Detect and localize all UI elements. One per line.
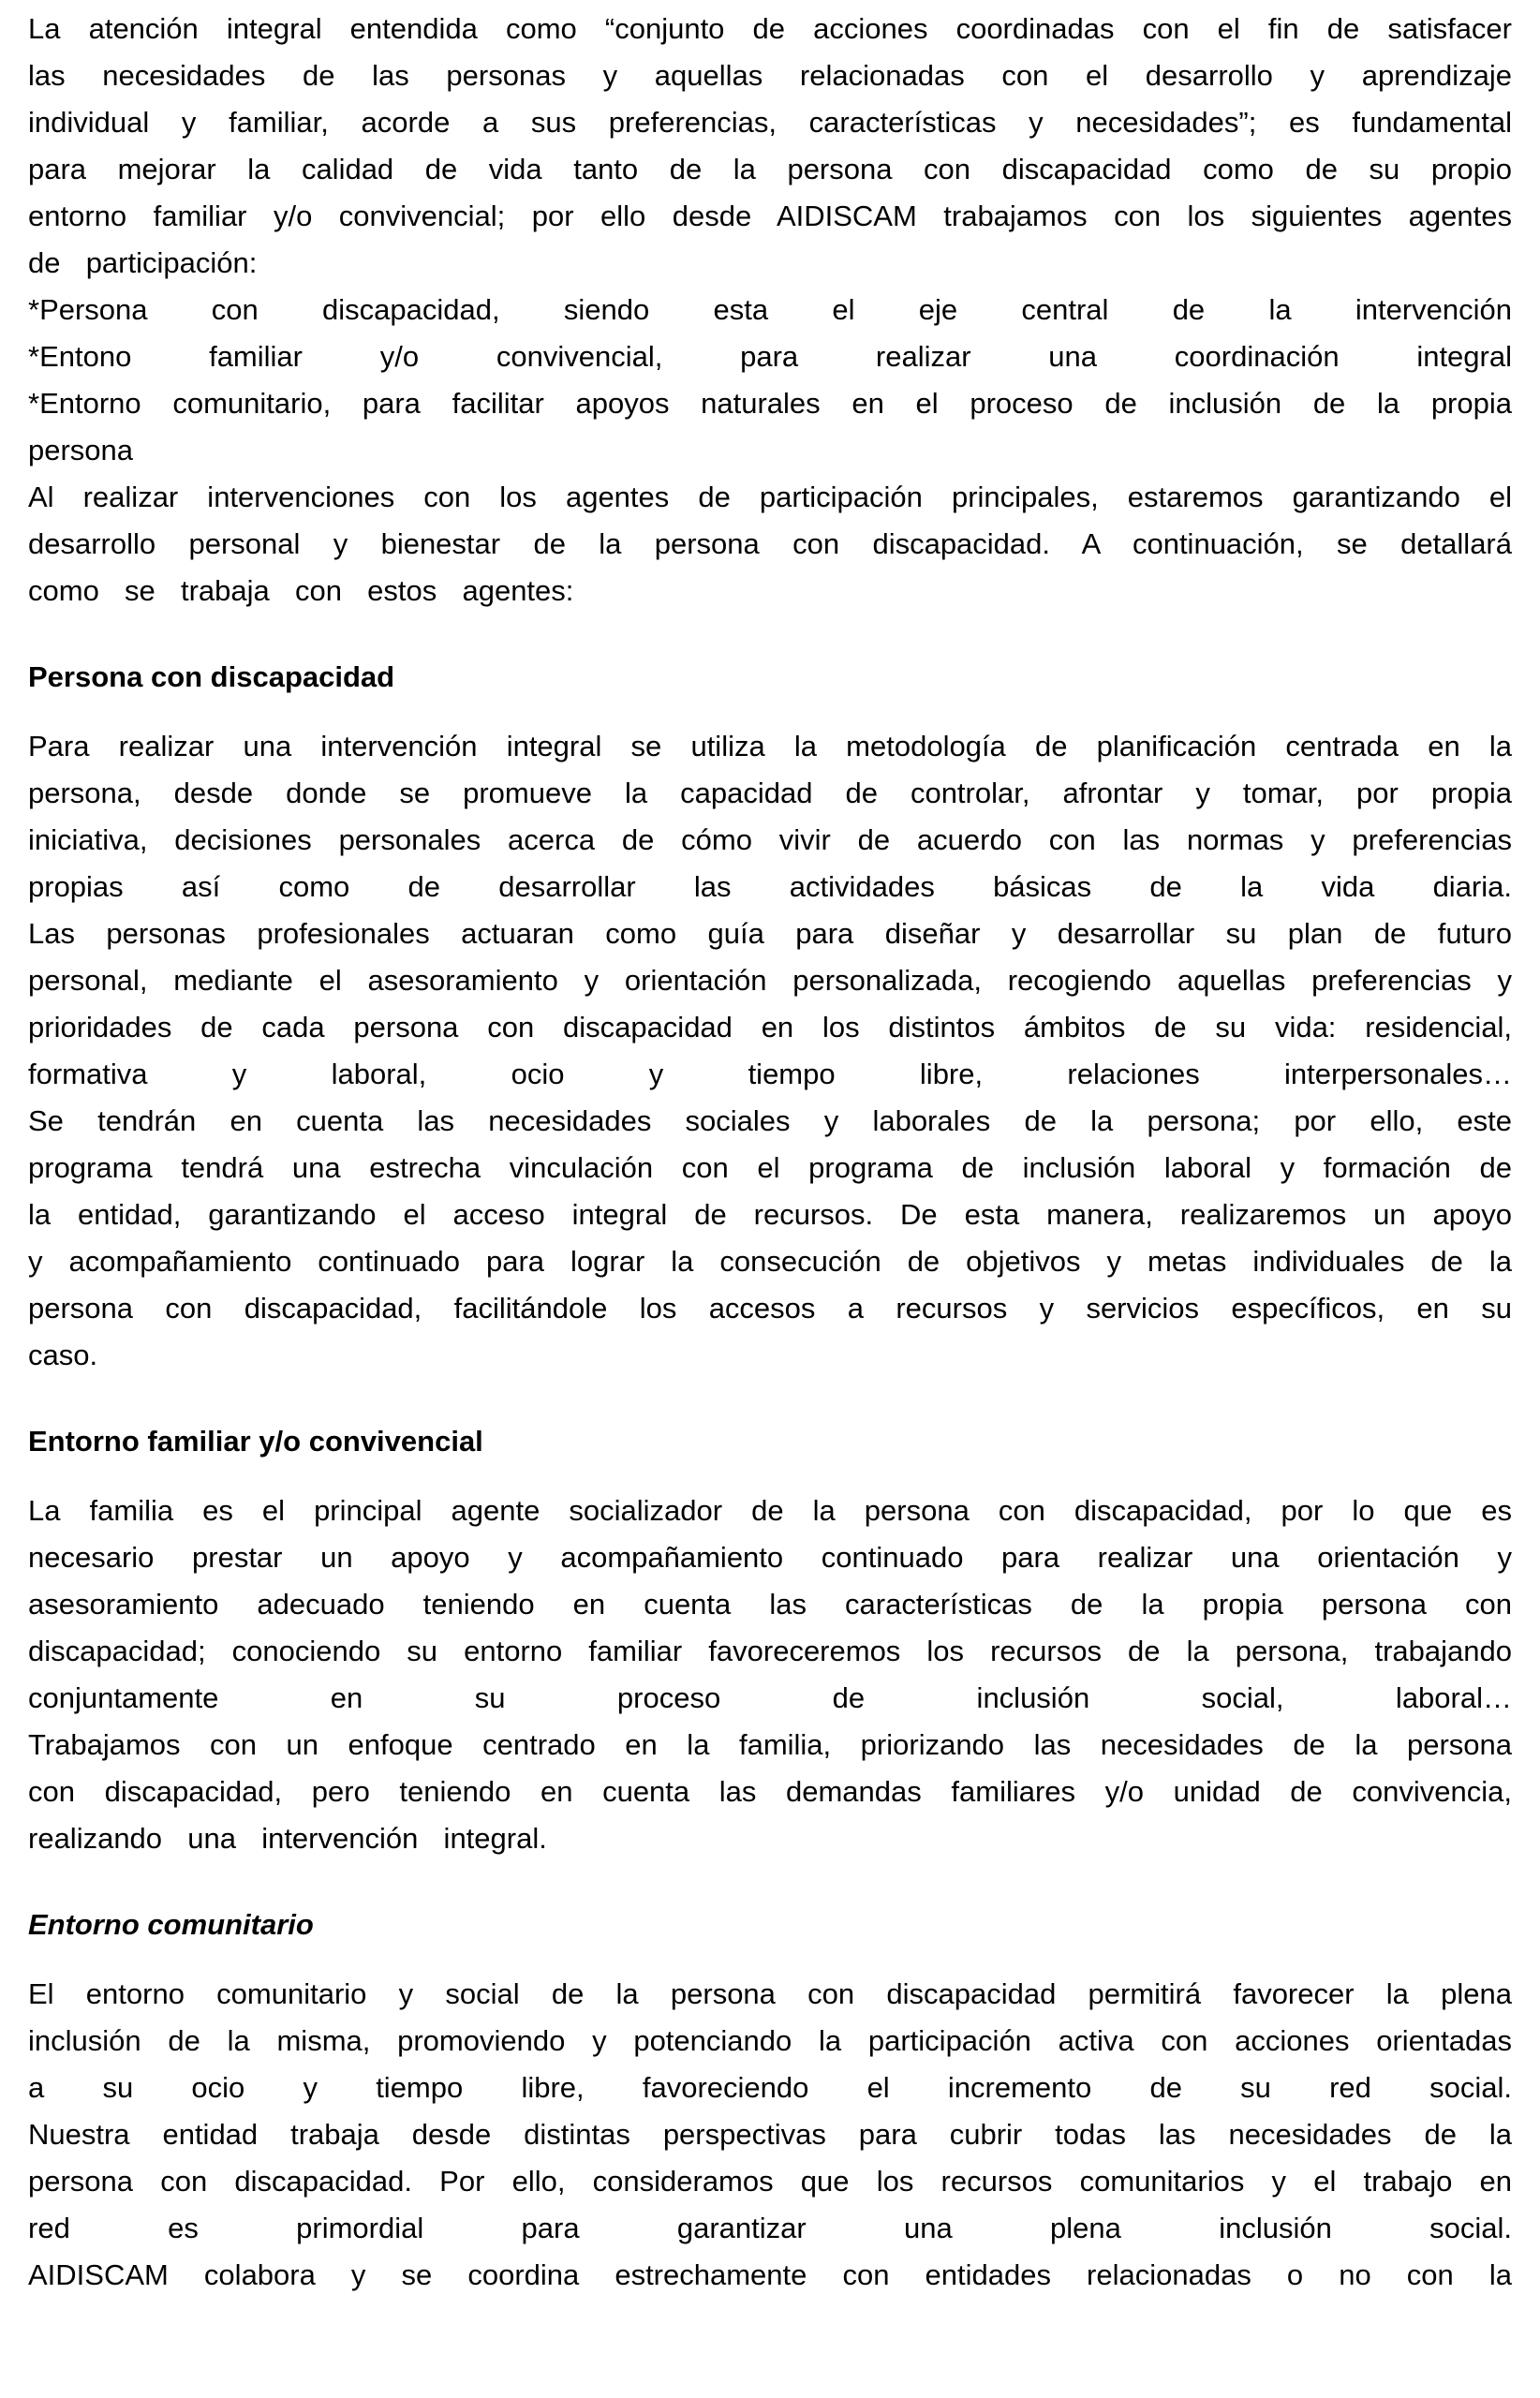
section-paragraph: Nuestra entidad trabaja desde distintas perspectivas para cubrir todas las necesidades de la persona con discapacidad. Por ello, consideramos que los recursos comunitarios y el trabajo en red es primordial para garantizar una plena inclusión social. [28, 2118, 1512, 2244]
section-paragraph: AIDISCAM colabora y se coordina estrechamente con entidades relacionadas o no con la [28, 2258, 1512, 2291]
section-paragraph: La familia es el principal agente socializador de la persona con discapacidad, por lo que es necesario prestar un apoyo y acompañamiento continuado para realizar una orientación y asesoramiento adecuado teniendo en cuenta las características de la propia persona con discapacidad; conociendo su entorno familiar favoreceremos los recursos de la persona, trabajando conjuntamente en su proceso de inclusión social, laboral… [28, 1494, 1512, 1714]
section-heading-persona-con-discapacidad: Persona con discapacidad [28, 660, 395, 693]
section-paragraph: El entorno comunitario y social de la persona con discapacidad permitirá favorecer la plena inclusión de la misma, promoviendo y potenciando la participación activa con acciones orientadas a su ocio y tiempo libre, favoreciendo el incremento de su red social. [28, 1977, 1512, 2104]
intro-paragraph: La atención integral entendida como “conjunto de acciones coordinadas con el fin de satisfacer las necesidades de las personas y aquellas relacionadas con el desarrollo y aprendizaje individual y familiar, acorde a sus preferencias, características y necesidades”; es fundamental para mejorar la calidad de vida tanto de la persona con discapacidad como de su propio entorno familiar y/o convivencial; por ello desde AIDISCAM trabajamos con los siguientes agentes de participación: [28, 12, 1512, 279]
agent-line-persona: *Persona con discapacidad, siendo esta el eje central de la intervención [28, 293, 1512, 326]
section-paragraph: Trabajamos con un enfoque centrado en la familia, priorizando las necesidades de la persona con discapacidad, pero teniendo en cuenta las demandas familiares y/o unidad de convivencia, realizando una intervención integral. [28, 1728, 1512, 1855]
agent-line-entorno-comunitario: *Entorno comunitario, para facilitar apoyos naturales en el proceso de inclusión de la propia persona [28, 387, 1512, 466]
intro-closing-paragraph: Al realizar intervenciones con los agentes de participación principales, estaremos garantizando el desarrollo personal y bienestar de la persona con discapacidad. A continuación, se detallará como se trabaja con estos agentes: [28, 481, 1512, 607]
section-heading-entorno-comunitario: Entorno comunitario [28, 1908, 314, 1941]
agent-line-entorno-familiar: *Entono familiar y/o convivencial, para realizar una coordinación integral [28, 340, 1512, 373]
section-heading-entorno-familiar: Entorno familiar y/o convivencial [28, 1425, 483, 1458]
section-paragraph: Se tendrán en cuenta las necesidades sociales y laborales de la persona; por ello, este programa tendrá una estrecha vinculación con el programa de inclusión laboral y formación de la entidad, garantizando el acceso integral de recursos. De esta manera, realizaremos un apoyo y acompañamiento continuado para lograr la consecución de objetivos y metas individuales de la persona con discapacidad, facilitándole los accesos a recursos y servicios específicos, en su caso. [28, 1104, 1512, 1371]
section-paragraph: Las personas profesionales actuaran como guía para diseñar y desarrollar su plan de futuro personal, mediante el asesoramiento y orientación personalizada, recogiendo aquellas preferencias y prioridades de cada persona con discapacidad en los distintos ámbitos de su vida: residencial, formativa y laboral, ocio y tiempo libre, relaciones interpersonales… [28, 917, 1512, 1090]
section-paragraph: Para realizar una intervención integral se utiliza la metodología de planificación centrada en la persona, desde donde se promueve la capacidad de controlar, afrontar y tomar, por propia iniciativa, decisiones personales acerca de cómo vivir de acuerdo con las normas y preferencias propias así como de desarrollar las actividades básicas de la vida diaria. [28, 730, 1512, 903]
